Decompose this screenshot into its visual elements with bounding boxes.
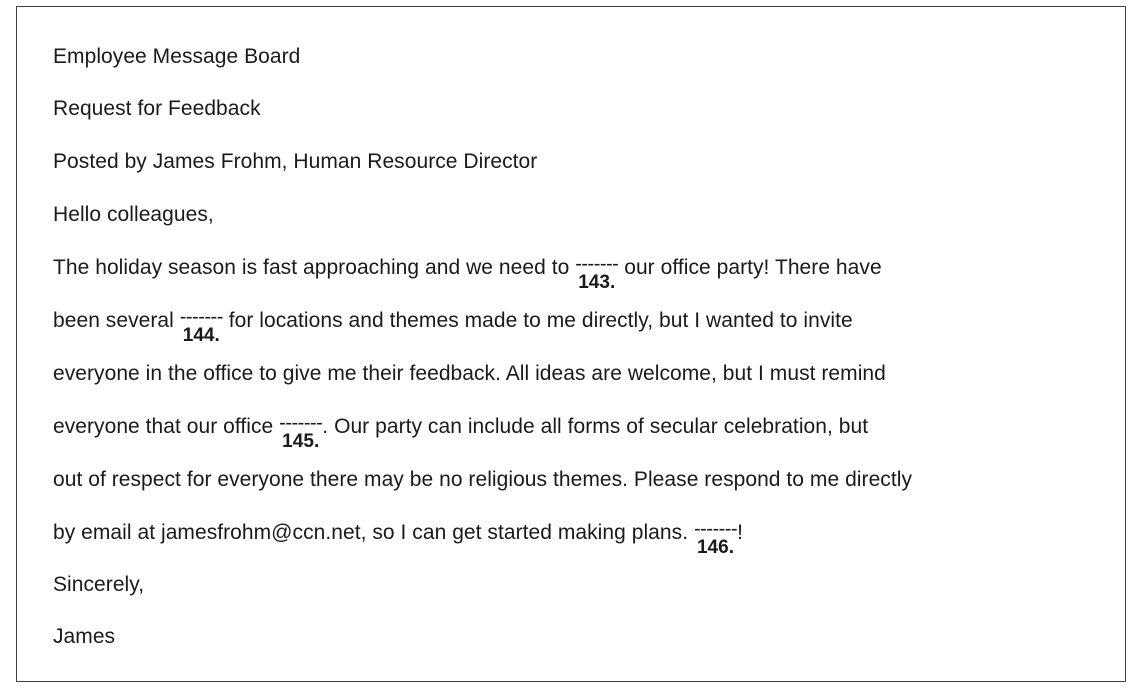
blank-number: 144. (182, 325, 220, 346)
blank-number: 145. (282, 431, 320, 452)
body-text: by email at jamesfrohm@ccn.net, so I can get started making plans. (53, 521, 694, 544)
blank-143 (575, 253, 619, 293)
blank-dashes: ------- (575, 253, 619, 275)
post-subject: Request for Feedback (53, 97, 261, 120)
body-line-2 (53, 306, 853, 346)
blank-144 (179, 306, 223, 346)
body-text: been several (53, 309, 180, 332)
blank-dashes: ------- (693, 518, 738, 540)
blank-dashes: ------- (279, 412, 323, 434)
blank-number: 143. (578, 272, 616, 293)
body-line-3: everyone in the office to give me their feedback. All ideas are welcome, but I must remind (53, 362, 886, 385)
closing: Sincerely, (53, 573, 145, 596)
blank-146 (693, 518, 738, 558)
blank-145 (279, 412, 323, 452)
board-title: Employee Message Board (53, 45, 301, 68)
blank-dashes: ------- (179, 306, 223, 328)
body-text: . Our party can include all forms of secular celebration, but (322, 415, 869, 438)
body-line-4 (53, 412, 869, 452)
body-text: our office party! There have (618, 256, 882, 279)
greeting: Hello colleagues, (53, 203, 214, 226)
body-line-6 (53, 518, 743, 558)
post-author: Posted by James Frohm, Human Resource Director (53, 150, 538, 173)
body-text: The holiday season is fast approaching and we need to (53, 256, 576, 279)
blank-number: 146. (696, 537, 735, 558)
body-text: for locations and themes made to me directly, but I wanted to invite (222, 309, 853, 332)
message-board-panel (16, 6, 1126, 682)
body-text: everyone that our office (53, 415, 280, 438)
signature: James (53, 625, 116, 648)
body-text: ! (737, 521, 743, 544)
body-line-5: out of respect for everyone there may be no religious themes. Please respond to me directly (53, 468, 912, 491)
body-line-1 (53, 253, 882, 293)
